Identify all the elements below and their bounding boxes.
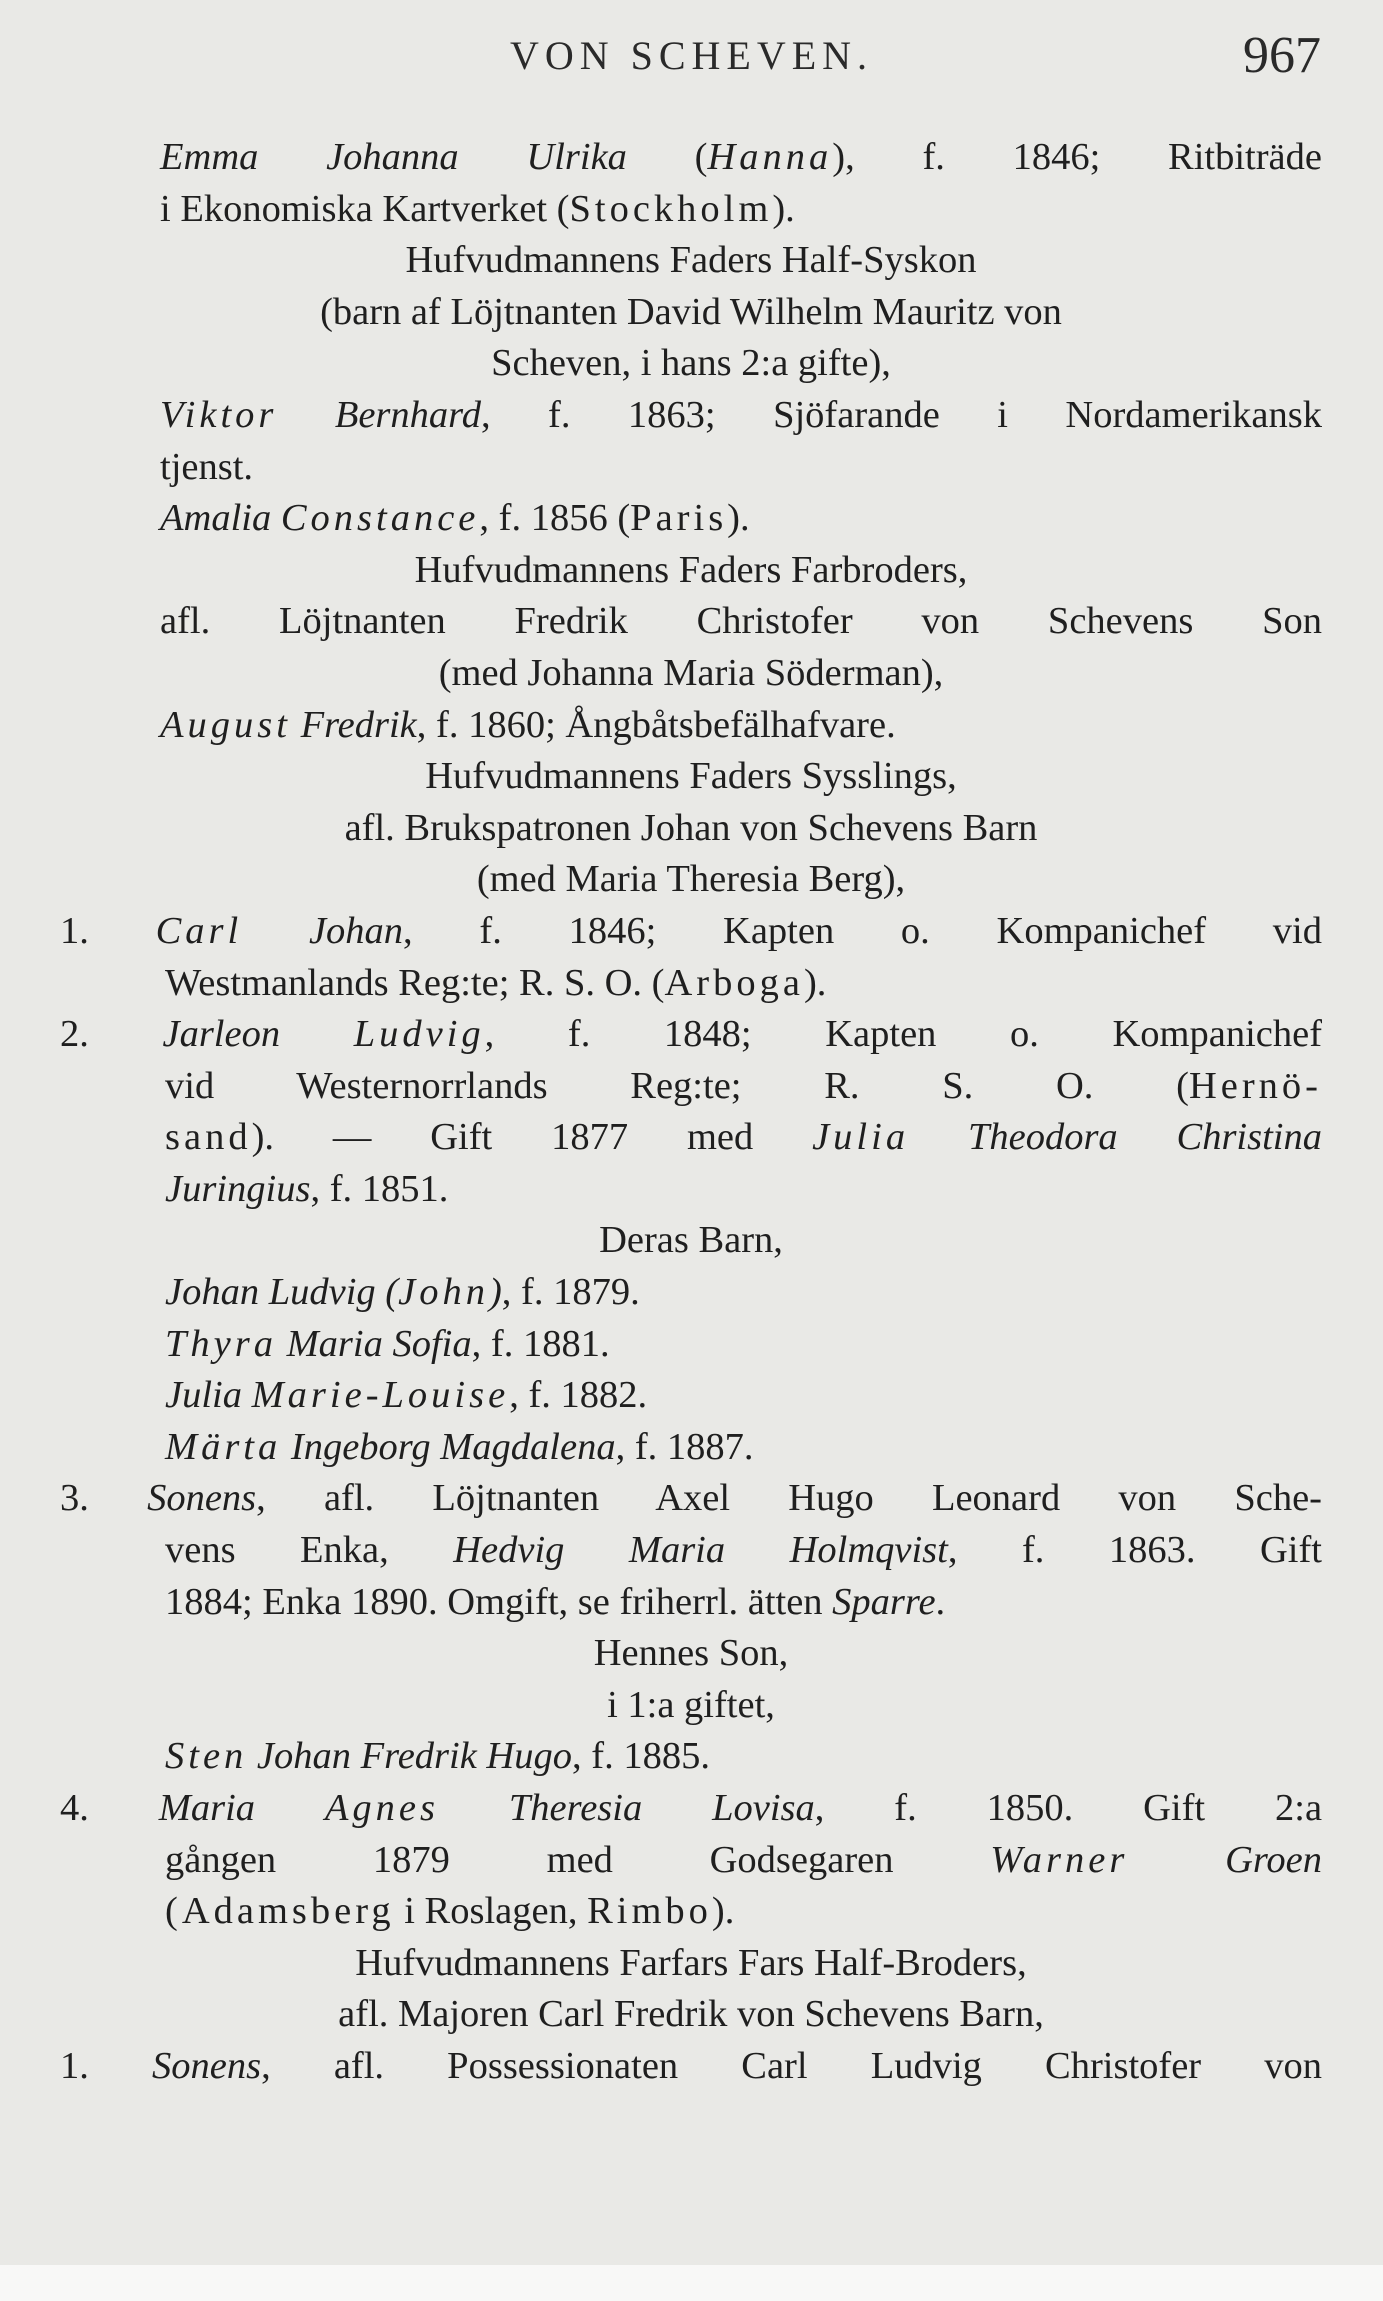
text-run: , f. 1846; Kapten o. Kompanichef vid (403, 909, 1322, 952)
text-run: Theodora Christina (967, 1116, 1322, 1159)
text-run: Julia (812, 1116, 910, 1159)
text-run: Julia (165, 1374, 242, 1417)
text-line (60, 132, 1322, 184)
text-run: Constance (280, 497, 480, 540)
text-run: Maria Sofia (286, 1322, 472, 1365)
text-run: , f. 1887. (615, 1425, 754, 1468)
text-line (60, 596, 1322, 648)
text-run: (med Johanna Maria Söderman), (438, 651, 944, 694)
text-run: Carl (155, 909, 243, 952)
text-line (60, 958, 1322, 1010)
text-run: Hufvudmannens Faders Half-Syskon (405, 239, 977, 282)
text-run: Johan (308, 909, 404, 952)
text-run: Rimbo (587, 1890, 712, 1933)
text-run: Sten (165, 1735, 248, 1778)
text-run: , f. 1848; Kapten o. Kompanichef (484, 1013, 1322, 1056)
text-line (60, 1886, 1322, 1938)
text-run: Viktor (160, 393, 278, 436)
text-run: Warner (990, 1838, 1129, 1881)
text-run: Johan Ludvig ( (165, 1271, 399, 1314)
text-line (60, 1009, 1322, 1061)
text-line (60, 1319, 1322, 1371)
text-run: Stockholm (569, 187, 773, 230)
text-run: ). (803, 961, 827, 1004)
text-run: gången 1879 med Godsegaren (165, 1838, 991, 1881)
text-run: , f. 1879. (501, 1271, 640, 1314)
text-run: Groen (1225, 1838, 1322, 1881)
text-line (60, 1473, 1322, 1525)
text-run: Scheven, i hans 2:a gifte), (491, 342, 891, 385)
text-line (60, 1628, 1322, 1680)
text-run: , f. 1881. (471, 1322, 610, 1365)
text-line (60, 1835, 1322, 1887)
text-run: August (160, 703, 291, 746)
text-run: afl. Löjtnanten Fredrik Christofer von Schevens Son (160, 600, 1322, 643)
text-line (60, 1989, 1322, 2041)
text-run: Ingeborg Magdalena (290, 1425, 616, 1468)
text-run: , f. 1851. (310, 1167, 449, 1210)
text-run: , f. 1885. (572, 1735, 710, 1778)
text-line (60, 1731, 1322, 1783)
text-line (60, 545, 1322, 597)
text-run: Fredrik (300, 703, 417, 746)
text-line (60, 751, 1322, 803)
text-run: , afl. Possessionaten Carl Ludvig Christofer von (261, 2044, 1322, 2087)
text-run: 3. (60, 1477, 148, 1520)
text-line (60, 390, 1322, 442)
text-run: 1. (60, 909, 156, 952)
text-run: Hufvudmannens Faders Farbroders, (414, 548, 968, 591)
text-run (242, 910, 309, 952)
text-run: Johan Fredrik Hugo (256, 1735, 572, 1778)
text-run: vid Westernorrlands Reg:te; R. S. O. ( (165, 1064, 1189, 1107)
text-run: (Adamsberg (165, 1890, 395, 1933)
text-run: ). — Gift 1877 med (251, 1116, 813, 1159)
text-run (271, 497, 281, 539)
text-line (60, 1112, 1322, 1164)
text-line (60, 2041, 1322, 2093)
text-run: Theresia Lovisa (508, 1787, 815, 1829)
text-run: 1884; Enka 1890. Omgift, se friherrl. ätten (165, 1580, 833, 1623)
text-run: 4. (60, 1787, 159, 1829)
text-run: i Ekonomiska Kartverket ( (160, 187, 570, 230)
text-run: Hennes Son, (593, 1632, 789, 1675)
text-run: Hufvudmannens Farfars Fars Half-Broders, (355, 1941, 1027, 1984)
text-run: ). (711, 1890, 735, 1933)
text-run: Paris (630, 497, 728, 540)
text-line (60, 1783, 1322, 1835)
text-line (60, 1061, 1322, 1113)
text-run: Marie-Louise (251, 1374, 510, 1417)
text-line (60, 1938, 1322, 1990)
text-run: , f. 1863. Gift (947, 1529, 1322, 1572)
text-run: tjenst. (160, 445, 254, 488)
text-run: (barn af Löjtnanten David Wilhelm Mauritz von (320, 290, 1062, 333)
text-run: , f. 1856 ( (479, 497, 631, 540)
text-run: Jarleon (162, 1013, 281, 1056)
text-run (247, 1735, 257, 1777)
text-line (60, 1370, 1322, 1422)
text-run: , f. 1863; Sjöfarande i Nordamerikansk (480, 393, 1322, 436)
text-run (1128, 1839, 1225, 1881)
text-run: Juringius (165, 1167, 311, 1210)
text-run: Hedvig Maria Holmqvist (453, 1529, 948, 1572)
scan-margin (0, 2265, 1383, 2301)
text-run (291, 704, 301, 746)
text-run: Sparre (832, 1580, 936, 1623)
text-run: ), f. 1846; Ritbiträde (832, 136, 1322, 178)
text-run: (med Maria Theresia Berg), (476, 858, 906, 901)
text-line (60, 1525, 1322, 1577)
text-line (60, 1215, 1322, 1267)
text-line (60, 493, 1322, 545)
text-run: Maria (158, 1787, 256, 1829)
text-run: Märta (165, 1425, 282, 1468)
text-line (60, 338, 1322, 390)
text-run: . (935, 1580, 946, 1623)
text-run (439, 1787, 509, 1829)
text-run: i Roslagen, (394, 1890, 588, 1933)
text-run: Westmanlands Reg:te; R. S. O. ( (165, 961, 665, 1004)
text-run: Hanna (707, 136, 833, 178)
text-run (277, 394, 334, 436)
text-run: John (398, 1271, 489, 1314)
text-run: ). (772, 187, 795, 230)
text-line (60, 287, 1322, 339)
text-line (60, 442, 1322, 494)
text-run (255, 1787, 325, 1829)
text-line (60, 700, 1322, 752)
text-run: sand (165, 1116, 252, 1159)
text-run: vens Enka, (165, 1529, 454, 1572)
text-run: ). (727, 497, 750, 540)
text-run (280, 1013, 354, 1055)
text-line (60, 906, 1322, 958)
text-run: 2. (60, 1013, 163, 1056)
text-run: Thyra (165, 1322, 277, 1365)
page-number: 967 (1243, 27, 1321, 84)
text-run: Agnes (324, 1787, 439, 1829)
text-run: Bernhard (334, 393, 481, 436)
text-line (60, 184, 1322, 236)
text-run: Hernö- (1188, 1064, 1322, 1107)
page-header (0, 22, 1383, 92)
text-line (60, 235, 1322, 287)
text-run: Arboga (664, 961, 804, 1004)
text-line (60, 648, 1322, 700)
text-run (281, 1426, 291, 1468)
text-run (277, 1323, 287, 1365)
text-run: 1. (60, 2044, 152, 2087)
text-line (60, 1267, 1322, 1319)
text-run: Sonens (147, 1477, 257, 1520)
text-run: Emma Johanna Ulrika (160, 136, 627, 178)
text-line (60, 1680, 1322, 1732)
text-run: , f. 1882. (509, 1374, 648, 1417)
text-run: , f. 1860; Ångbåtsbefälhafvare. (416, 703, 896, 746)
running-title: VON SCHEVEN. (509, 33, 874, 78)
text-run: afl. Brukspatronen Johan von Schevens Barn (344, 806, 1038, 849)
text-run (242, 1374, 252, 1416)
text-run: afl. Majoren Carl Fredrik von Schevens Barn, (338, 1993, 1044, 2036)
text-run (909, 1116, 968, 1158)
text-run: , afl. Löjtnanten Axel Hugo Leonard von Sche- (256, 1477, 1322, 1520)
text-run: Ludvig (353, 1013, 485, 1056)
text-run: , f. 1850. Gift 2:a (814, 1787, 1322, 1829)
text-line (60, 1422, 1322, 1474)
genealogy-text-block (60, 132, 1322, 2093)
text-line (60, 1164, 1322, 1216)
text-line (60, 854, 1322, 906)
text-line (60, 803, 1322, 855)
text-run: Sonens (152, 2044, 262, 2087)
text-run: ) (488, 1271, 502, 1314)
text-run: i 1:a giftet, (607, 1683, 775, 1726)
text-run: ( (626, 136, 708, 178)
text-run: Amalia (160, 497, 272, 540)
text-line (60, 1577, 1322, 1629)
text-run: Deras Barn, (599, 1219, 783, 1262)
text-run: Hufvudmannens Faders Sysslings, (425, 755, 957, 798)
